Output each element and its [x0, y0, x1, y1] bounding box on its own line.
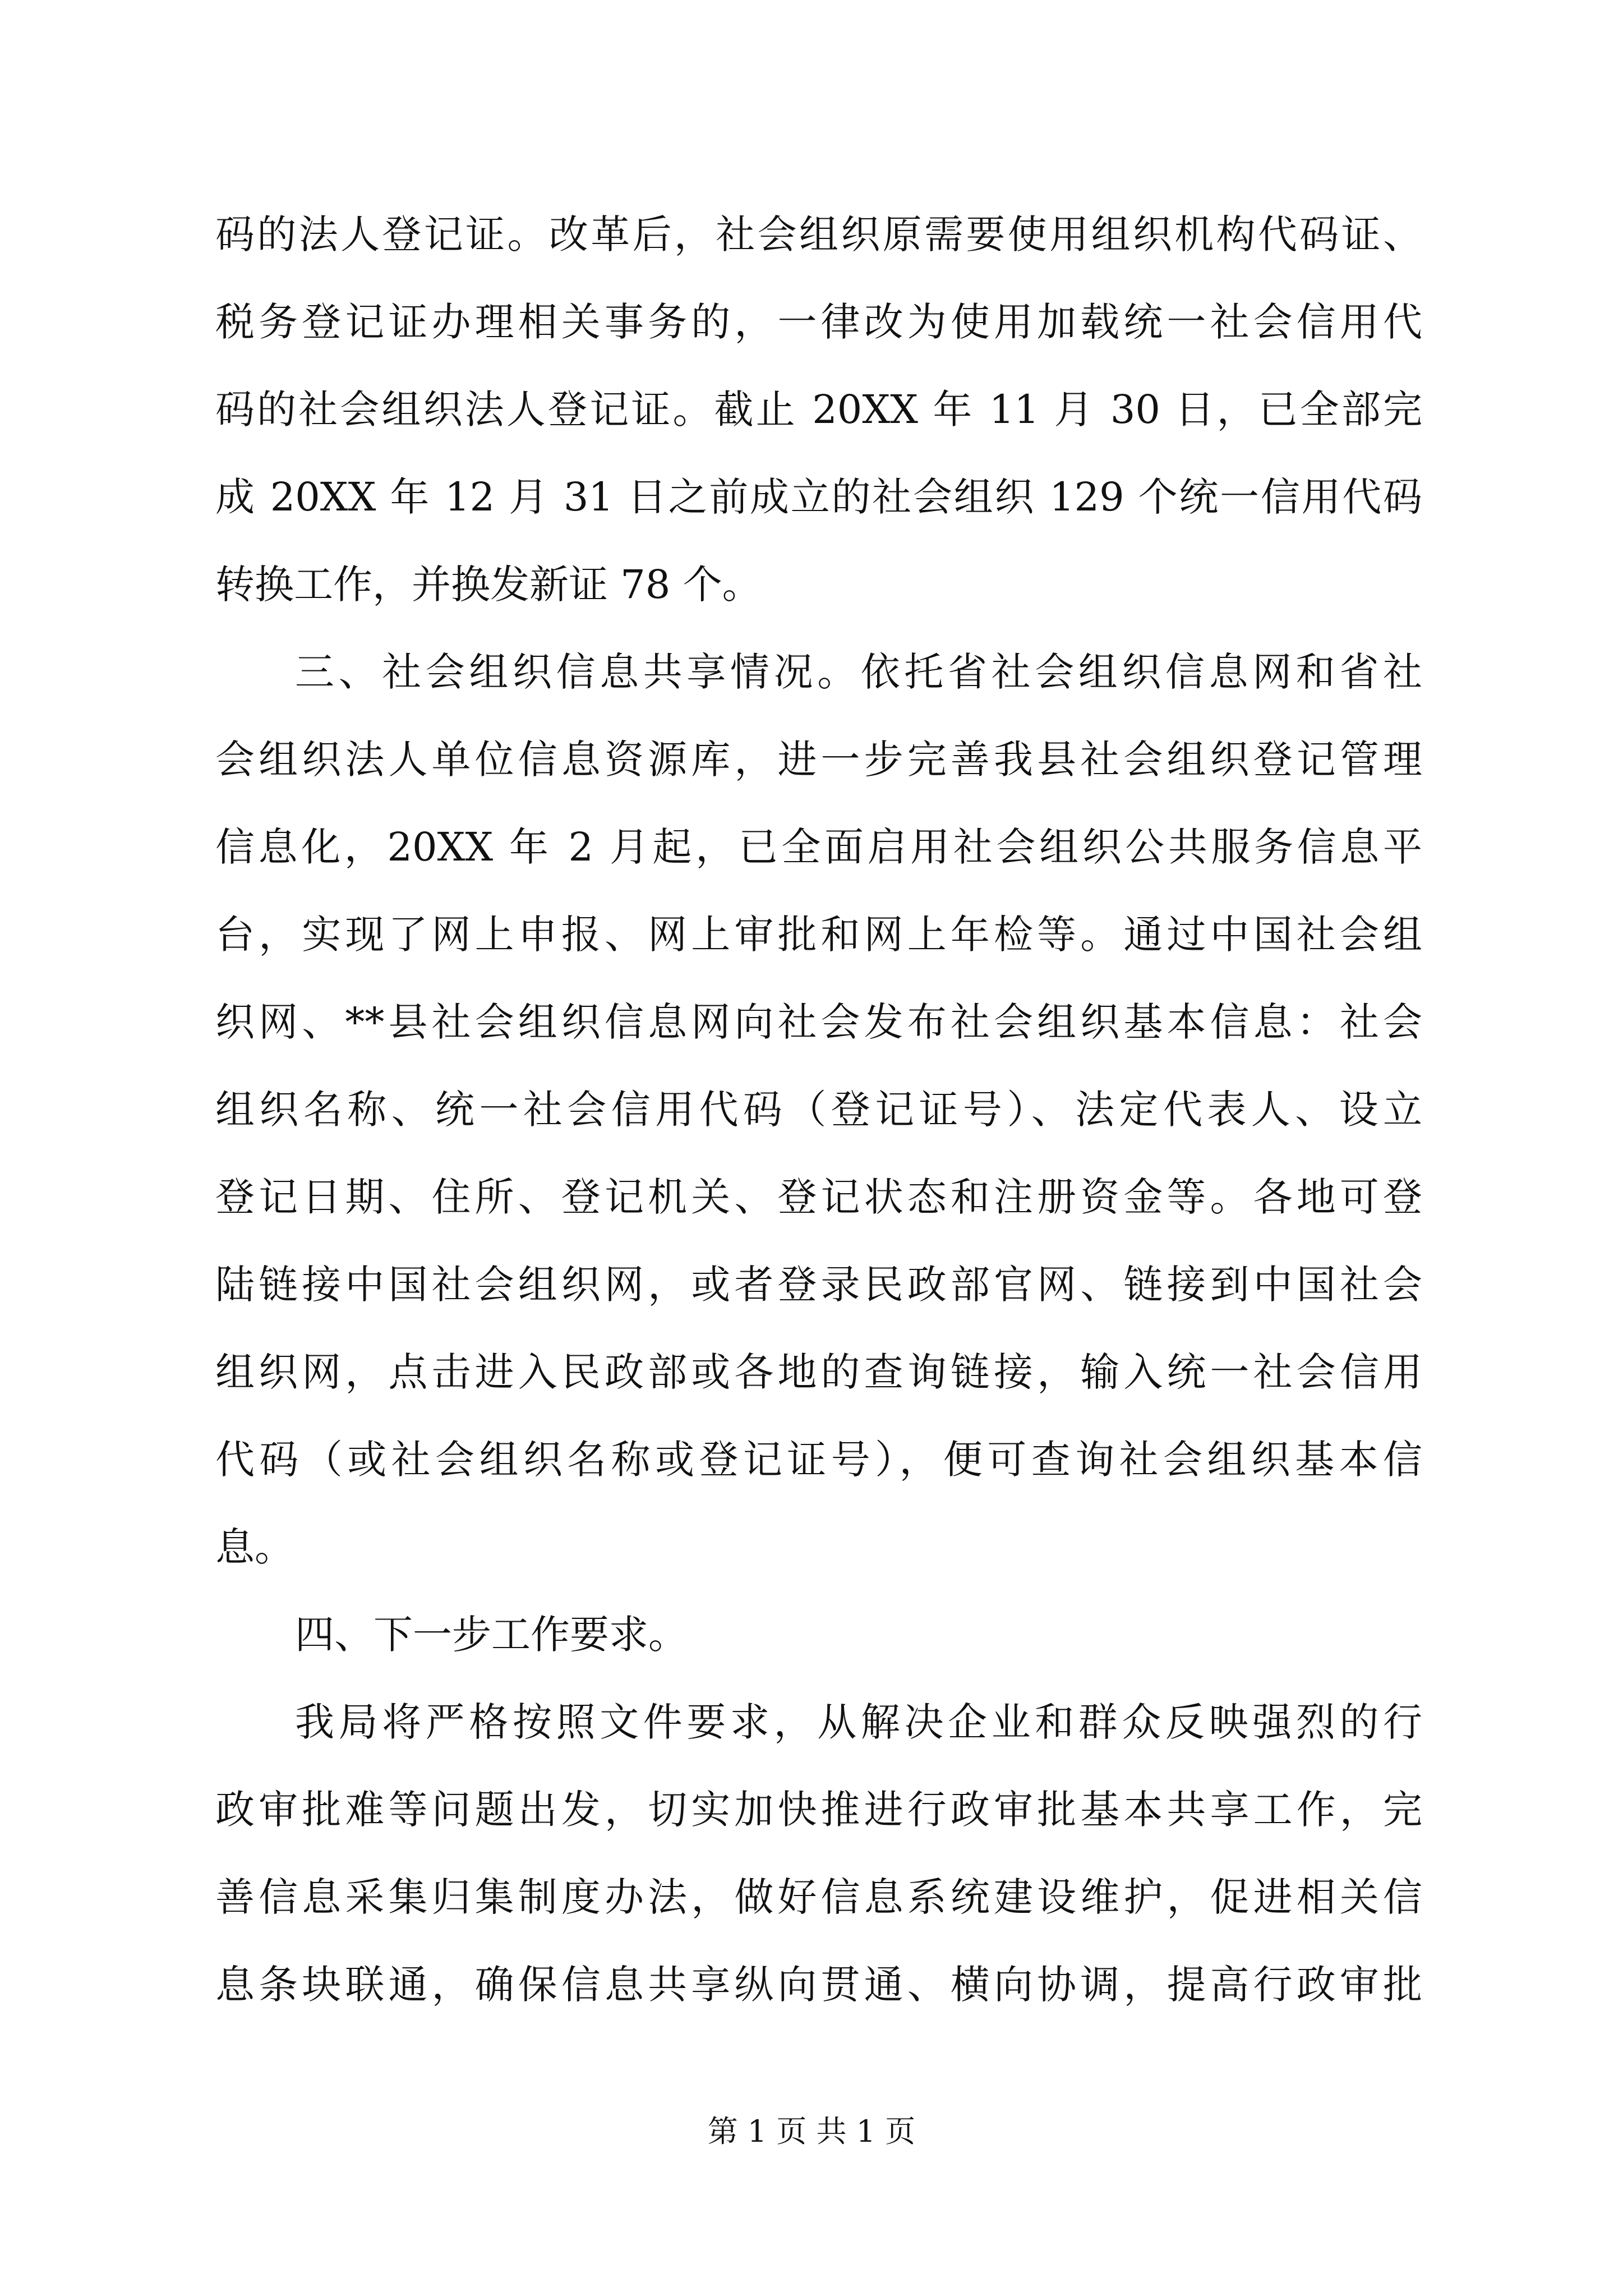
page-number-footer: 第 1 页 共 1 页: [707, 2114, 916, 2149]
text-line: 我局将严格按照文件要求，从解决企业和群众反映强烈的行: [295, 1699, 1422, 1745]
text-line: 会组织法人单位信息资源库，进一步完善我县社会组织登记管理: [215, 737, 1422, 783]
section-heading-line: 三、社会组织信息共享情况。依托省社会组织信息网和省社: [295, 649, 1422, 695]
text-line: 转换工作，并换发新证 78 个。: [215, 562, 762, 608]
text-line: 善信息采集归集制度办法，做好信息系统建设维护，促进相关信: [215, 1874, 1422, 1920]
text-line: 代码（或社会组织名称或登记证号），便可查询社会组织基本信: [215, 1437, 1422, 1483]
text-line: 登记日期、住所、登记机关、登记状态和注册资金等。各地可登: [215, 1174, 1422, 1220]
text-line: 政审批难等问题出发，切实加快推进行政审批基本共享工作，完: [215, 1787, 1422, 1833]
text-line: 税务登记证办理相关事务的，一律改为使用加载统一社会信用代: [215, 299, 1422, 345]
section-heading-line: 四、下一步工作要求。: [295, 1612, 688, 1658]
text-line: 码的法人登记证。改革后，社会组织原需要使用组织机构代码证、: [215, 211, 1422, 257]
text-line: 息条块联通，确保信息共享纵向贯通、横向协调，提高行政审批: [215, 1962, 1422, 2008]
text-line: 码的社会组织法人登记证。截止 20XX 年 11 月 30 日，已全部完: [215, 386, 1422, 432]
text-line: 成 20XX 年 12 月 31 日之前成立的社会组织 129 个统一信用代码: [215, 474, 1422, 520]
text-line: 信息化，20XX 年 2 月起，已全面启用社会组织公共服务信息平: [215, 824, 1422, 870]
document-body: [215, 191, 1422, 2028]
text-line: 息。: [215, 1524, 294, 1570]
text-line: 陆链接中国社会组织网，或者登录民政部官网、链接到中国社会: [215, 1262, 1422, 1308]
text-line: 台，实现了网上申报、网上审批和网上年检等。通过中国社会组: [215, 912, 1422, 958]
text-line: 组织名称、统一社会信用代码（登记证号）、法定代表人、设立: [215, 1087, 1422, 1133]
text-line: 织网、**县社会组织信息网向社会发布社会组织基本信息：社会: [215, 999, 1422, 1045]
text-line: 组织网，点击进入民政部或各地的查询链接，输入统一社会信用: [215, 1349, 1422, 1395]
